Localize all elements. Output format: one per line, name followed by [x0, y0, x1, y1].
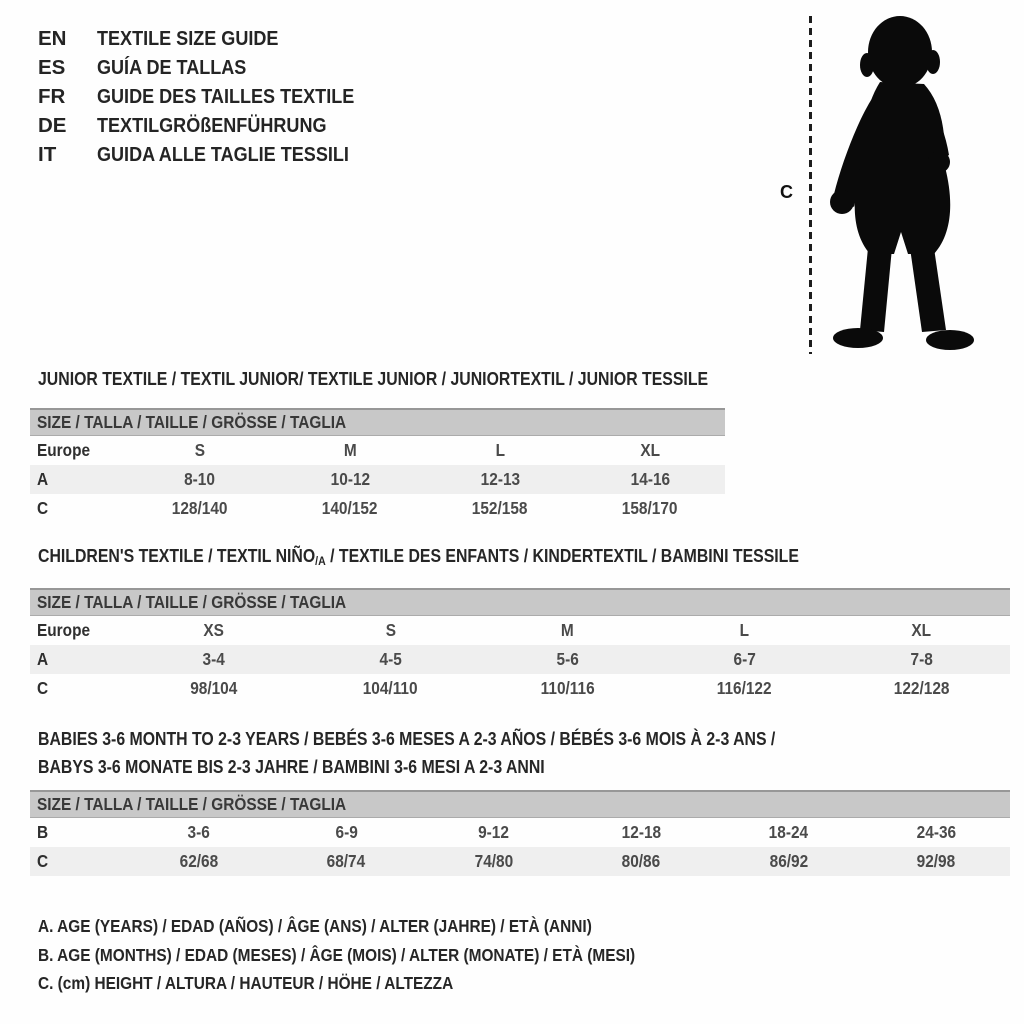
- height-measure-label: C: [780, 182, 793, 202]
- measurement-legend: [38, 912, 717, 998]
- table-header-label: SIZE / TALLA / TAILLE / GRÖSSE / TAGLIA: [37, 794, 347, 814]
- size-cell: S: [385, 620, 396, 640]
- height-cell: 128/140: [172, 498, 228, 518]
- age-cell: 3-4: [202, 649, 225, 669]
- height-cell: 158/170: [622, 498, 678, 518]
- age-cell: 9-12: [478, 822, 510, 842]
- size-cell: XS: [203, 620, 224, 640]
- language-title-list: [38, 24, 389, 169]
- height-row-c: [30, 494, 725, 523]
- language-label: GUIDE DES TAILLES TEXTILE: [97, 85, 355, 108]
- size-cell: M: [343, 440, 357, 460]
- age-row-a: [30, 465, 725, 494]
- height-cell: 62/68: [179, 851, 219, 871]
- toddler-silhouette: [818, 12, 978, 358]
- row-label: C: [37, 498, 49, 518]
- height-cell: 80/86: [621, 851, 661, 871]
- size-row-europe: [30, 616, 1010, 645]
- children-section-title: [38, 546, 903, 571]
- age-cell: 10-12: [330, 469, 370, 489]
- age-cell: 18-24: [769, 822, 809, 842]
- size-cell: L: [495, 440, 505, 460]
- babies-title-line-1: BABIES 3-6 MONTH TO 2-3 YEARS / BEBÉS 3-6 MESES A 2-3 AÑOS / BÉBÉS 3-6 MOIS À 2-3 ANS /: [38, 729, 776, 749]
- height-cell: 86/92: [769, 851, 809, 871]
- row-label: A: [37, 649, 49, 669]
- size-cell: XL: [640, 440, 660, 460]
- legend-line-b: B. AGE (MONTHS) / EDAD (MESES) / ÂGE (MOIS) / ALTER (MONATE) / ETÀ (MESI): [38, 944, 636, 965]
- language-row-en: [38, 24, 389, 53]
- age-cell: 4-5: [379, 649, 402, 669]
- height-cell: 140/152: [322, 498, 378, 518]
- age-cell: 7-8: [910, 649, 933, 669]
- height-cell: 122/128: [893, 678, 950, 698]
- age-cell: 3-6: [187, 822, 210, 842]
- language-code: DE: [38, 114, 67, 137]
- language-label: GUIDA ALLE TAGLIE TESSILI: [97, 143, 349, 166]
- babies-section-title: [38, 725, 876, 781]
- children-section-title-text: CHILDREN'S TEXTILE / TEXTIL NIÑO/A / TEXTILE DES ENFANTS / KINDERTEXTIL / BAMBINI TESSILE: [38, 546, 799, 568]
- age-cell: 12-13: [480, 469, 520, 489]
- table-header-label: SIZE / TALLA / TAILLE / GRÖSSE / TAGLIA: [37, 412, 347, 432]
- age-row-b: [30, 818, 1010, 847]
- size-cell: S: [194, 440, 206, 460]
- height-cell: 152/158: [472, 498, 528, 518]
- size-row-europe: [30, 436, 725, 465]
- height-cell: 110/116: [540, 678, 595, 698]
- height-cell: 98/104: [189, 678, 238, 698]
- table-header-bar: [30, 588, 1010, 616]
- row-label: Europe: [37, 620, 91, 640]
- row-label: C: [37, 678, 49, 698]
- height-cell: 68/74: [326, 851, 366, 871]
- junior-section-title: [38, 369, 799, 389]
- row-label: Europe: [37, 440, 91, 460]
- language-code: EN: [38, 27, 67, 50]
- row-label: C: [37, 851, 49, 871]
- size-cell: XL: [911, 620, 932, 640]
- size-cell: L: [739, 620, 750, 640]
- junior-section-title-text: JUNIOR TEXTILE / TEXTIL JUNIOR/ TEXTILE JUNIOR / JUNIORTEXTIL / JUNIOR TESSILE: [38, 369, 709, 389]
- language-code: IT: [38, 143, 57, 166]
- language-label: TEXTILE SIZE GUIDE: [97, 27, 279, 50]
- toddler-silhouette-shape: [830, 16, 974, 350]
- age-cell: 24-36: [916, 822, 956, 842]
- height-row-c: [30, 847, 1010, 876]
- table-header-label: SIZE / TALLA / TAILLE / GRÖSSE / TAGLIA: [37, 592, 347, 612]
- babies-title-line-2: BABYS 3-6 MONATE BIS 2-3 JAHRE / BAMBINI 3-6 MESI A 2-3 ANNI: [38, 757, 545, 777]
- height-cell: 74/80: [474, 851, 514, 871]
- language-row-es: [38, 53, 389, 82]
- age-cell: 12-18: [621, 822, 661, 842]
- row-label: B: [37, 822, 49, 842]
- row-label: A: [37, 469, 49, 489]
- age-row-a: [30, 645, 1010, 674]
- children-size-table: [30, 588, 1010, 703]
- nino-a-subscript: /A: [315, 554, 326, 568]
- height-cell: 92/98: [916, 851, 956, 871]
- height-row-c: [30, 674, 1010, 703]
- table-header-bar: [30, 408, 725, 436]
- table-header-bar: [30, 790, 1010, 818]
- language-label: TEXTILGRÖßENFÜHRUNG: [97, 114, 327, 137]
- age-cell: 6-7: [733, 649, 756, 669]
- age-cell: 6-9: [335, 822, 358, 842]
- legend-line-a: A. AGE (YEARS) / EDAD (AÑOS) / ÂGE (ANS) / ALTER (JAHRE) / ETÀ (ANNI): [38, 916, 592, 936]
- language-row-it: [38, 140, 389, 169]
- language-code: FR: [38, 85, 66, 108]
- legend-line-c: C. (cm) HEIGHT / ALTURA / HAUTEUR / HÖHE / ALTEZZA: [38, 973, 454, 993]
- language-code: ES: [38, 56, 66, 79]
- height-cell: 104/110: [363, 678, 418, 698]
- age-cell: 5-6: [556, 649, 579, 669]
- language-row-fr: [38, 82, 389, 111]
- height-cell: 116/122: [717, 678, 772, 698]
- size-cell: M: [561, 620, 574, 640]
- age-cell: 8-10: [184, 469, 216, 489]
- junior-size-table: [30, 408, 725, 523]
- language-label: GUÍA DE TALLAS: [97, 56, 247, 79]
- language-row-de: [38, 111, 389, 140]
- babies-size-table: [30, 790, 1010, 876]
- age-cell: 14-16: [630, 469, 670, 489]
- height-measure-dashed-line: [809, 16, 812, 354]
